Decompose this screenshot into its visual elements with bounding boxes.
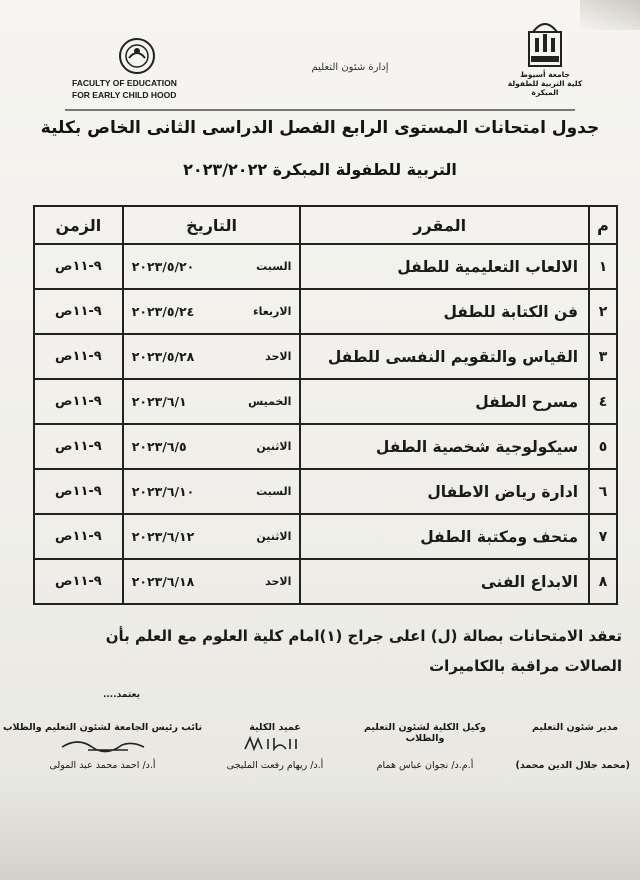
camera-monitoring-note: الصالات مراقبة بالكاميرات	[429, 657, 622, 675]
row-num: ٥	[589, 424, 617, 469]
signature-name: أ.م.د/ نجوان عباس همام	[376, 760, 474, 771]
row-course: فن الكتابة للطفل	[300, 289, 589, 334]
row-course: ادارة رياض الاطفال	[300, 469, 589, 514]
right-logo-caption-1: جامعة أسيوط	[520, 70, 570, 79]
table-row	[34, 244, 617, 289]
table-row	[34, 289, 617, 334]
signature-education-director	[515, 722, 630, 771]
signature-name: أ.د/ ريهام رفعت المليجى	[226, 760, 324, 771]
university-emblem-icon	[525, 18, 565, 70]
row-time: ٩-١١ص	[34, 379, 123, 424]
row-time: ٩-١١ص	[34, 334, 123, 379]
row-day: الاربعاء	[252, 305, 292, 318]
header-course: المقرر	[300, 206, 589, 244]
signature-role: نائب رئيس الجامعة لشئون التعليم والطلاب	[2, 722, 203, 733]
row-time: ٩-١١ص	[34, 559, 123, 604]
corner-shadow	[580, 0, 640, 30]
header-center-note: إدارة شئون التعليم	[311, 62, 389, 73]
table-row	[34, 334, 617, 379]
row-date: ٢٠٢٣/٦/١٠	[131, 484, 195, 499]
row-course: سيكولوجية شخصية الطفل	[300, 424, 589, 469]
left-logo-line-2: FOR EARLY CHILD HOOD	[72, 90, 177, 100]
signature-name: أ.د/ احمد محمد عبد المولى	[49, 760, 156, 771]
row-date-cell	[123, 334, 301, 379]
row-time: ٩-١١ص	[34, 289, 123, 334]
row-date-cell	[123, 244, 301, 289]
row-date-cell	[123, 469, 301, 514]
row-date: ٢٠٢٣/٦/٥	[131, 439, 187, 454]
header-num: م	[589, 206, 617, 244]
row-date-cell	[123, 424, 301, 469]
table-row	[34, 469, 617, 514]
row-num: ١	[589, 244, 617, 289]
signature-vice-dean	[350, 722, 500, 771]
signature-role: وكيل الكلية لشئون التعليم والطلاب	[363, 722, 487, 744]
table-row	[34, 424, 617, 469]
row-date-cell	[123, 289, 301, 334]
row-date: ٢٠٢٣/٥/٢٤	[131, 304, 195, 319]
exam-schedule-table	[33, 205, 618, 605]
table-row	[34, 514, 617, 559]
row-course: الابداع الفنى	[300, 559, 589, 604]
table-row	[34, 559, 617, 604]
document-title-line-1: جدول امتحانات المستوى الرابع الفصل الدراسى الثانى الخاص بكلية	[40, 118, 600, 138]
row-day: الاحد	[265, 350, 292, 363]
row-course: القياس والتقويم النفسى للطفل	[300, 334, 589, 379]
signature-dean	[210, 722, 340, 771]
row-time: ٩-١١ص	[34, 424, 123, 469]
row-num: ٢	[589, 289, 617, 334]
header-time: الزمن	[34, 206, 123, 244]
row-time: ٩-١١ص	[34, 514, 123, 559]
header-date: التاريخ	[123, 206, 301, 244]
signature-name: (محمد جلال الدين محمد)	[515, 760, 630, 771]
row-day: الخميس	[248, 395, 292, 408]
row-num: ٣	[589, 334, 617, 379]
row-date: ٢٠٢٣/٥/٢٠	[131, 259, 195, 274]
row-date: ٢٠٢٣/٦/١٨	[131, 574, 195, 589]
row-date: ٢٠٢٣/٦/١٢	[131, 529, 195, 544]
row-date: ٢٠٢٣/٥/٢٨	[131, 349, 195, 364]
approval-label: يعتمد....	[102, 690, 140, 700]
row-day: الاحد	[265, 575, 292, 588]
row-day: الاثنين	[256, 440, 292, 453]
signature-role: عميد الكلية	[249, 722, 301, 733]
faculty-emblem-icon	[115, 36, 159, 76]
row-num: ٨	[589, 559, 617, 604]
row-date-cell	[123, 559, 301, 604]
row-day: السبت	[256, 260, 292, 273]
header-divider	[65, 109, 575, 111]
row-time: ٩-١١ص	[34, 469, 123, 514]
row-course: الالعاب التعليمية للطفل	[300, 244, 589, 289]
assiut-university-logo	[502, 18, 588, 100]
exam-location-note: تعقد الامتحانات بصالة (ل) اعلى جراج (١)امام كلية العلوم مع العلم بأن	[105, 627, 622, 645]
right-logo-caption-2: كلية التربية للطفولة المبكرة	[507, 79, 583, 97]
row-day: السبت	[256, 485, 292, 498]
row-num: ٧	[589, 514, 617, 559]
table-header-row	[34, 206, 617, 244]
document-title-line-2: التربية للطفولة المبكرة ٢٠٢٣/٢٠٢٢	[183, 160, 457, 179]
row-date-cell	[123, 379, 301, 424]
row-num: ٦	[589, 469, 617, 514]
row-date: ٢٠٢٣/٦/١	[131, 394, 187, 409]
signature-role: مدير شئون التعليم	[531, 722, 618, 733]
row-day: الاثنين	[256, 530, 292, 543]
handwritten-signature-icon	[240, 735, 310, 753]
row-date-cell	[123, 514, 301, 559]
bottom-shadow	[0, 780, 640, 880]
table-row	[34, 379, 617, 424]
row-time: ٩-١١ص	[34, 244, 123, 289]
row-course: مسرح الطفل	[300, 379, 589, 424]
left-logo-line-1: FACULTY OF EDUCATION	[72, 78, 177, 88]
handwritten-signature-icon	[58, 735, 148, 753]
row-course: متحف ومكتبة الطفل	[300, 514, 589, 559]
signature-vice-president	[0, 722, 205, 771]
faculty-logo	[72, 36, 202, 106]
row-num: ٤	[589, 379, 617, 424]
